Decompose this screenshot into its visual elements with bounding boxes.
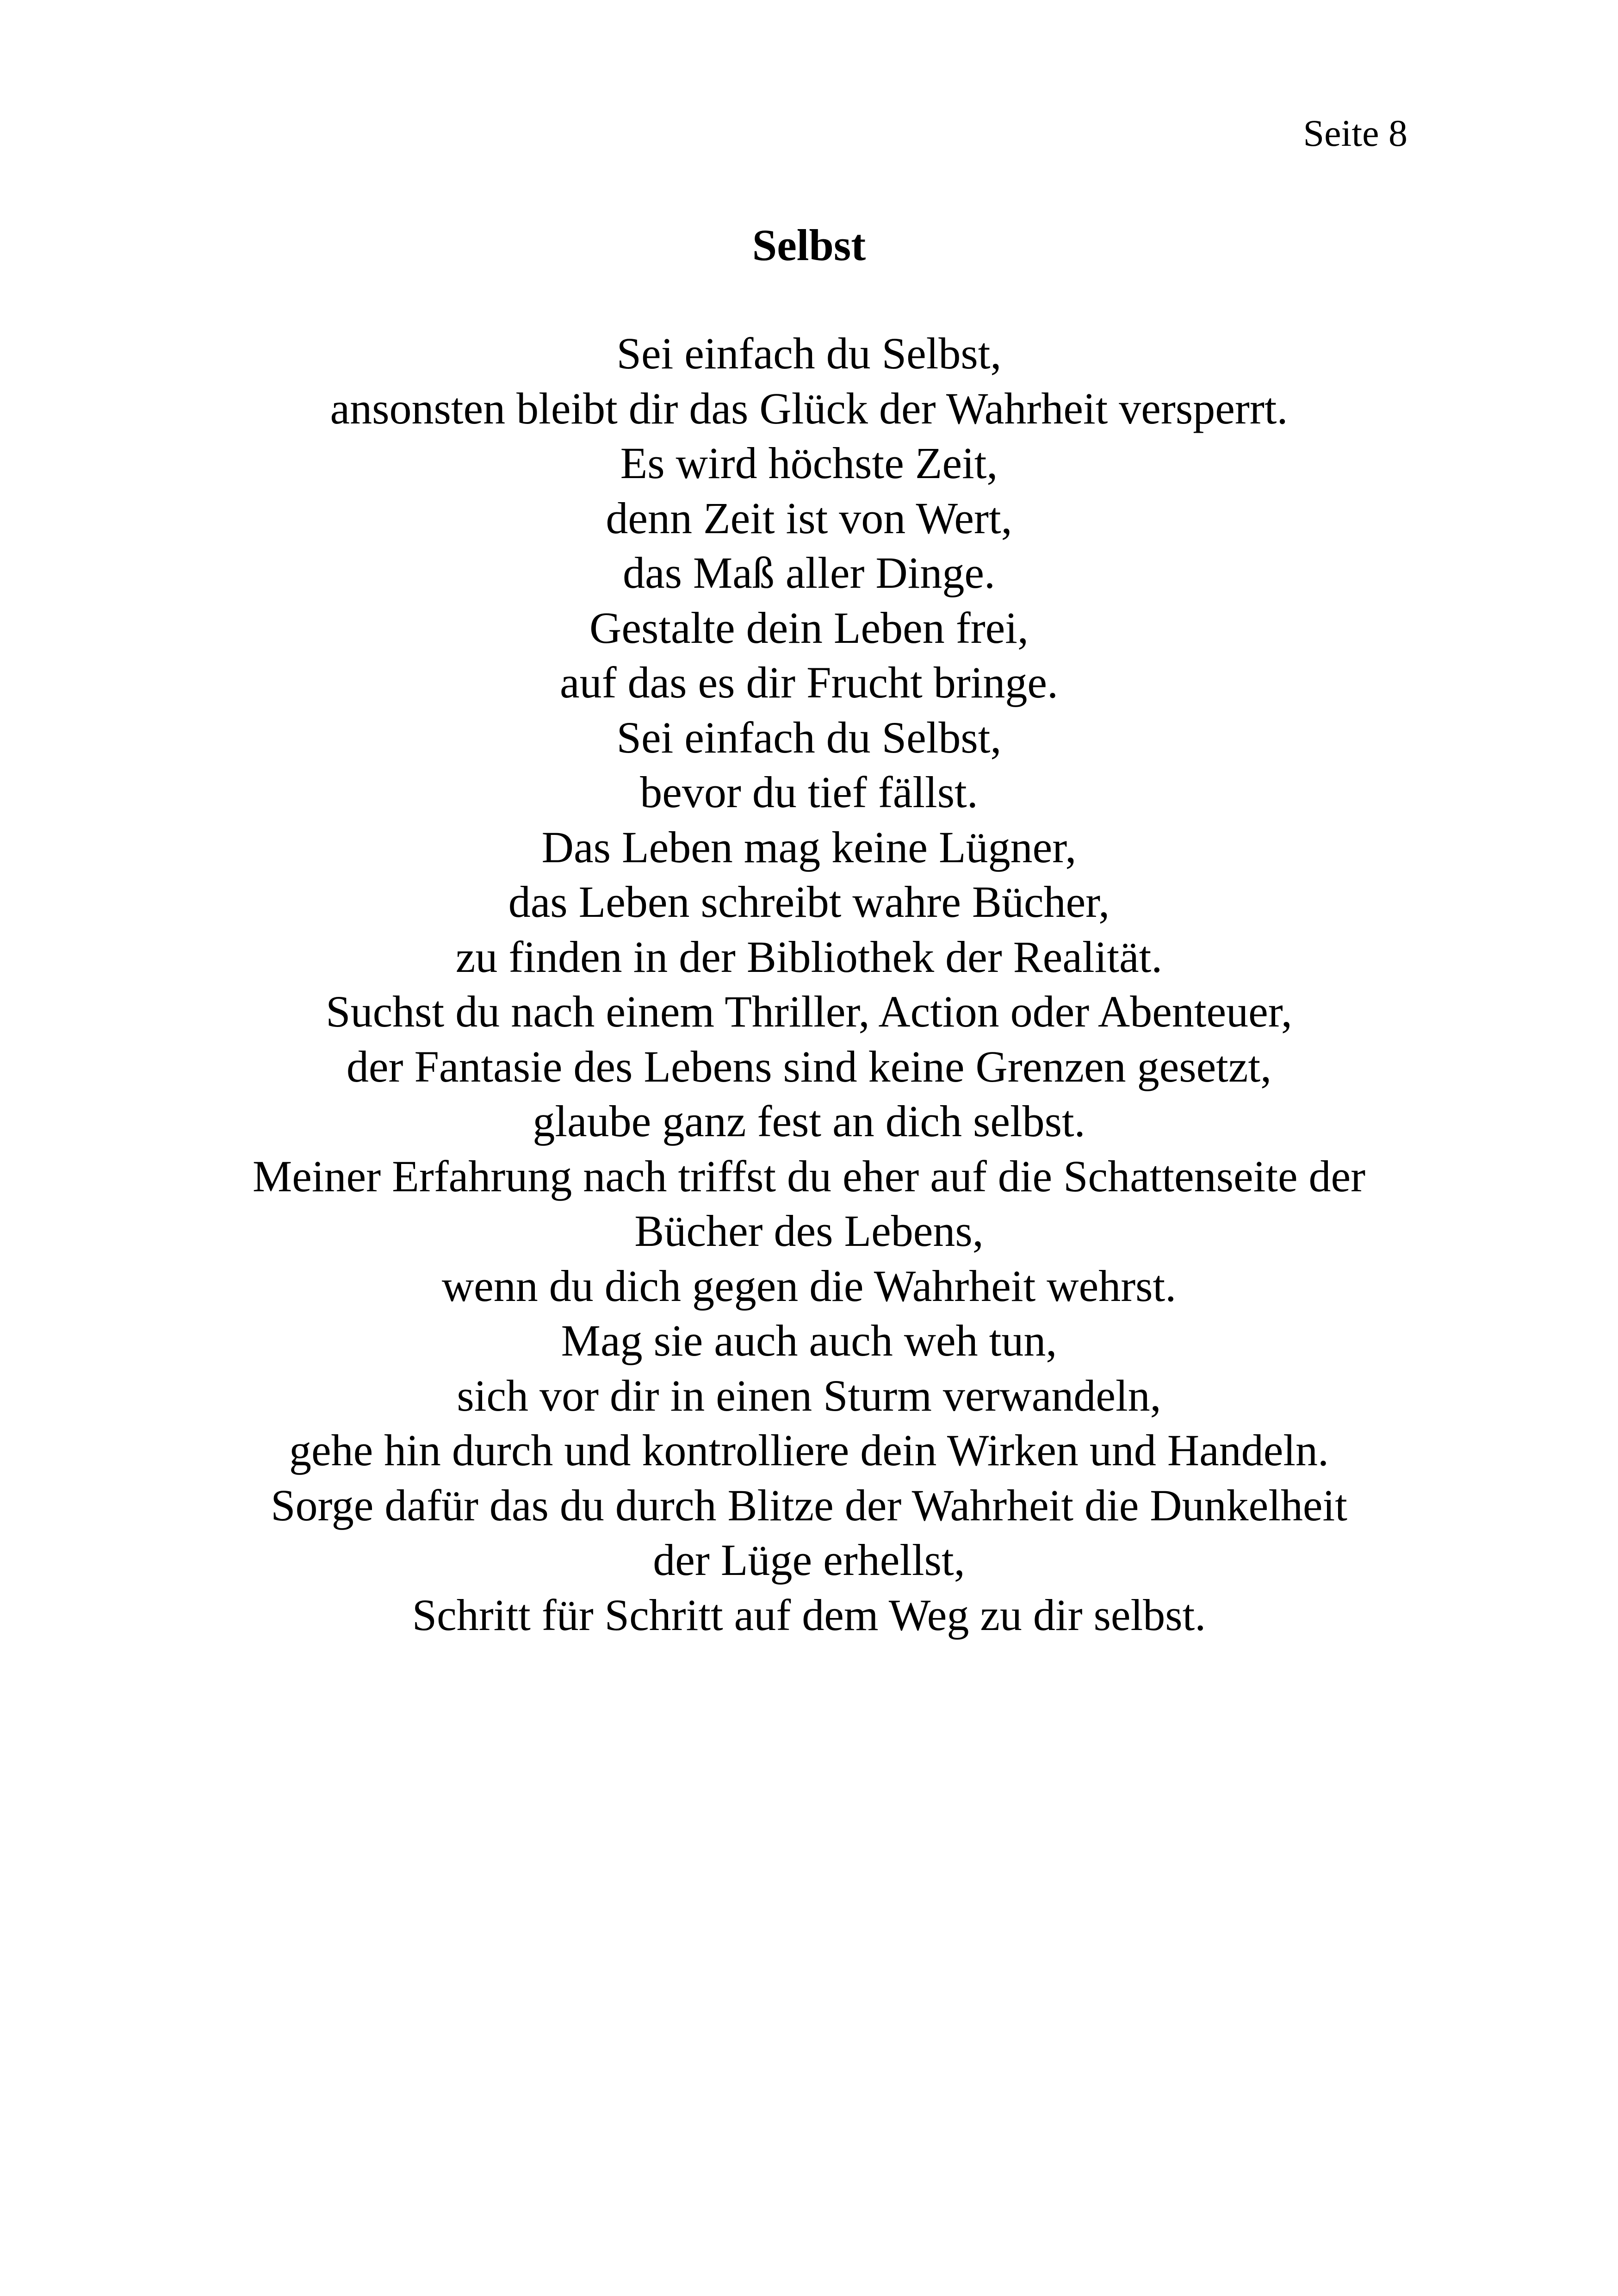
poem-line: zu finden in der Bibliothek der Realität. [455,932,1163,982]
poem-line: wenn du dich gegen die Wahrheit wehrst. [441,1261,1177,1311]
poem-line: gehe hin durch und kontrolliere dein Wirken und Handeln. [289,1425,1329,1475]
poem-line: auf das es dir Frucht bringe. [559,658,1059,707]
poem-line: Das Leben mag keine Lügner, [541,822,1077,872]
poem-line: Gestalte dein Leben frei, [589,603,1029,653]
poem-line: Es wird höchste Zeit, [620,438,998,488]
poem-line: sich vor dir in einen Sturm verwandeln, [457,1370,1161,1420]
poem-line: das Maß aller Dinge. [622,548,996,597]
poem-line: Suchst du nach einem Thriller, Action oder Abenteuer, [326,987,1292,1036]
poem-line: denn Zeit ist von Wert, [606,493,1012,543]
poem-line: der Fantasie des Lebens sind keine Grenzen gesetzt, [346,1041,1272,1091]
poem-line: Sorge dafür das du durch Blitze der Wahrheit die Dunkelheit [271,1480,1347,1530]
poem-line: ansonsten bleibt dir das Glück der Wahrheit versperrt. [330,383,1288,433]
poem-line: Meiner Erfahrung nach triffst du eher auf die Schattenseite der [252,1151,1366,1201]
poem-line: das Leben schreibt wahre Bücher, [508,877,1110,927]
poem-line: Sei einfach du Selbst, [616,329,1002,378]
poem-line: Schritt für Schritt auf dem Weg zu dir selbst. [412,1590,1206,1640]
poem-line: bevor du tief fällst. [640,767,978,817]
poem-line: glaube ganz fest an dich selbst. [533,1096,1085,1146]
poem-title: Selbst [752,220,866,270]
poem-line: Sei einfach du Selbst, [616,712,1002,762]
poem-line: Mag sie auch auch weh tun, [561,1316,1057,1365]
poem-line: der Lüge erhellst, [653,1535,965,1585]
poem-line: Bücher des Lebens, [634,1206,984,1256]
page-number: Seite 8 [1303,112,1407,154]
poem-body [162,326,1456,1643]
